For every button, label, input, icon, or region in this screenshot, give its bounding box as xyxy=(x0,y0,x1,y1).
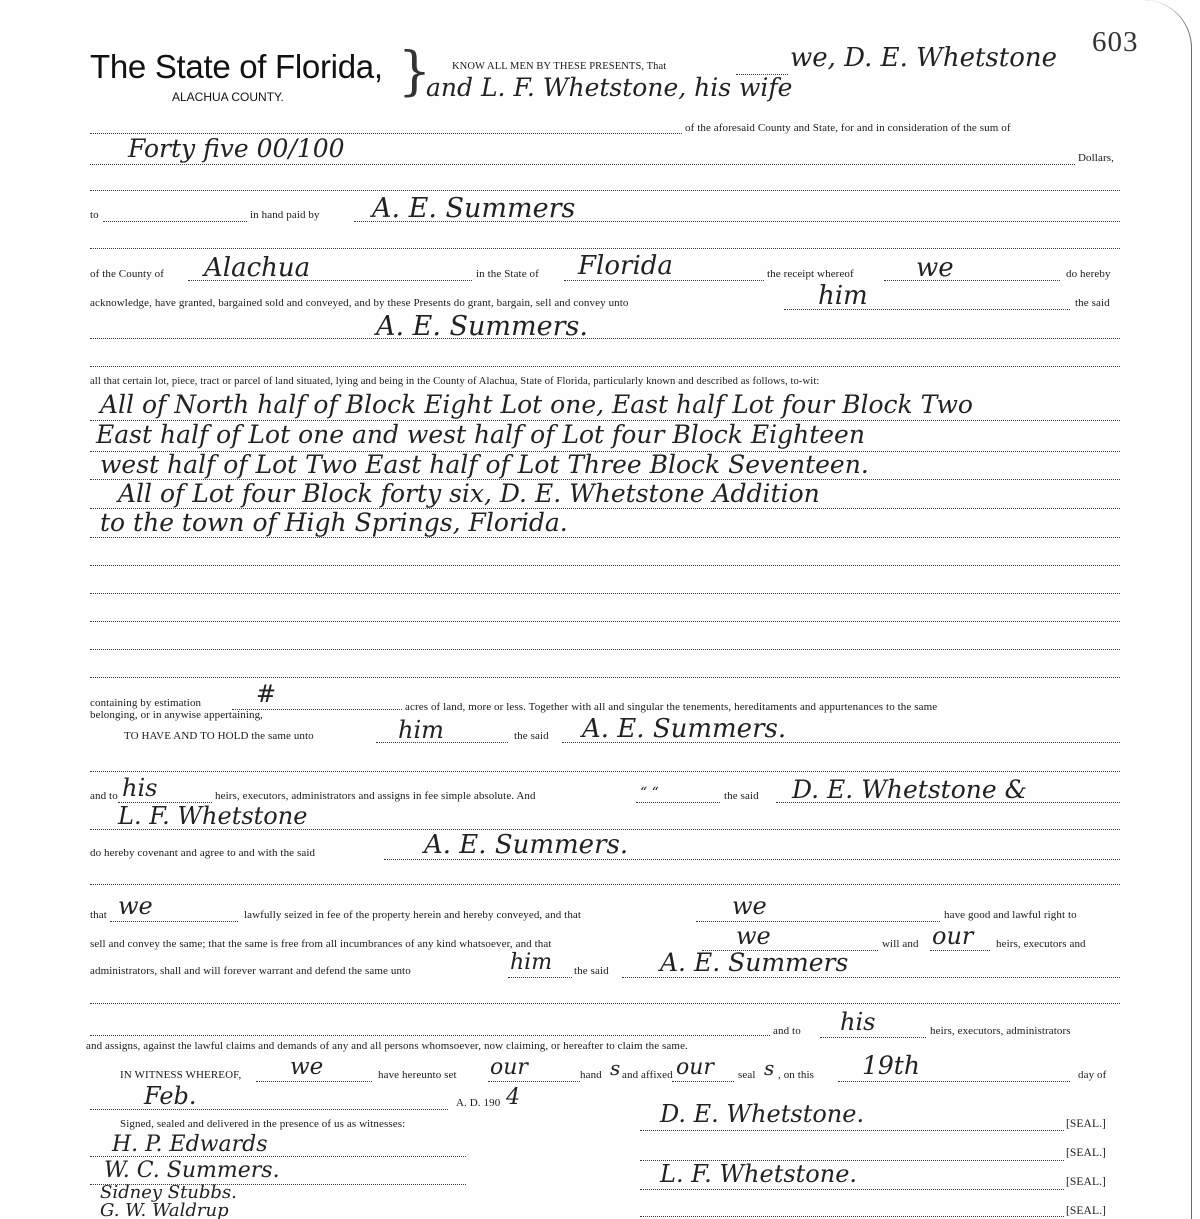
will-and-handwriting: our xyxy=(932,922,974,950)
signed-text: Signed, sealed and delivered in the presence of us as witnesses: xyxy=(120,1118,406,1130)
know-all-men-text: KNOW ALL MEN BY THESE PRESENTS, That xyxy=(452,61,667,72)
witness-1-handwriting: H. P. Edwards xyxy=(112,1132,268,1157)
page-edge xyxy=(1131,0,1192,1219)
line-signature-blank-2 xyxy=(640,1216,1064,1217)
have-hereunto-text: have hereunto set xyxy=(378,1069,457,1081)
day-handwriting: 19th xyxy=(862,1051,920,1080)
containing-text: containing by estimation xyxy=(90,697,202,709)
line-affixed-whose xyxy=(672,1081,734,1082)
covenant-handwriting: A. E. Summers. xyxy=(424,830,629,860)
and-that-who-handwriting: we xyxy=(732,892,767,920)
line-desc-7 xyxy=(90,593,1120,594)
do-hereby-text: do hereby xyxy=(1066,268,1111,280)
heirs-exec-text: heirs, executors and xyxy=(996,938,1086,950)
in-state-text: in the State of xyxy=(476,268,539,280)
and-to-text: and to xyxy=(90,790,118,802)
belonging-text: belonging, or in anywise appertaining, xyxy=(90,709,264,721)
and-affixed-text: and affixed xyxy=(622,1069,673,1081)
line-blank-3 xyxy=(90,366,1120,367)
the-said-text: the said xyxy=(1075,297,1110,309)
witness-text: IN WITNESS WHEREOF, xyxy=(120,1069,242,1081)
line-grantee xyxy=(90,338,1120,339)
to-text: to xyxy=(90,209,99,221)
county-handwriting: Alachua xyxy=(204,253,311,283)
signature-2: L. F. Whetstone. xyxy=(660,1160,858,1188)
heirs-of-2-handwriting: his xyxy=(840,1008,876,1036)
paid-by-handwriting: A. E. Summers xyxy=(372,193,576,224)
line-witness-1 xyxy=(90,1156,466,1157)
said-grantor-handwriting-2: L. F. Whetstone xyxy=(118,802,308,830)
said-grantor-handwriting: D. E. Whetstone & xyxy=(792,775,1027,804)
grantee-handwriting: A. E. Summers. xyxy=(376,311,588,342)
description-line-5: to the town of High Springs, Florida. xyxy=(100,508,568,537)
hand-text: hand xyxy=(580,1069,602,1081)
month-handwriting: Feb. xyxy=(144,1082,197,1110)
hold-unto-handwriting: him xyxy=(398,716,444,744)
seal-label-2: [SEAL.] xyxy=(1066,1147,1106,1159)
line-heirs-of-2 xyxy=(820,1037,926,1038)
line-desc-5 xyxy=(90,537,1120,538)
line-will-and xyxy=(930,950,990,951)
acknowledge-text: acknowledge, have granted, bargained sold and conveyed, and by these Presents do grant, bargain, sell and convey unto xyxy=(90,297,629,309)
the-said-text-2: the said xyxy=(514,730,549,742)
line-desc-10 xyxy=(90,677,1120,678)
seal-label-1: [SEAL.] xyxy=(1066,1118,1106,1130)
receipt-handwriting: we xyxy=(916,253,954,283)
will-and-text: will and xyxy=(882,938,919,950)
affixed-whose-handwriting: our xyxy=(676,1055,714,1080)
and-to-text-2: and to xyxy=(773,1025,801,1037)
line-blank-2 xyxy=(90,248,1120,249)
sell-convey-text: sell and convey the same; that the same is free from all incumbrances of any kind whatsoever, and that xyxy=(90,938,552,950)
assigns-claims-text: and assigns, against the lawful claims and demands of any and all persons whomsoever, now claiming, or hereafter to claim the same. xyxy=(86,1040,688,1052)
seals-plural-handwriting: s xyxy=(764,1056,775,1080)
the-said-text-4: the said xyxy=(574,965,609,977)
line-that-who xyxy=(110,921,238,922)
line-witness-whereof xyxy=(256,1081,372,1082)
line-blank-7 xyxy=(90,1003,1120,1004)
in-hand-text: in hand paid by xyxy=(250,209,320,221)
witness-4-handwriting: G. W. Waldrup xyxy=(100,1200,229,1219)
administrators-text: administrators, shall and will forever warrant and defend the same unto xyxy=(90,965,411,977)
good-lawful-text: have good and lawful right to xyxy=(944,909,1077,921)
line-day xyxy=(838,1081,1070,1082)
all-that-text: all that certain lot, piece, tract or parcel of land situated, lying and being in the County of Alachua, State of Florida, particularly known and described as follows, to-wit: xyxy=(90,376,820,387)
line-and-that-who xyxy=(696,921,940,922)
that-who-handwriting: we xyxy=(118,892,153,920)
that-who-2-handwriting: we xyxy=(736,922,771,950)
line-and xyxy=(636,802,720,803)
year-handwriting: 4 xyxy=(506,1085,520,1110)
line-to xyxy=(103,221,247,222)
convey-unto-handwriting: him xyxy=(818,281,868,311)
line-desc-8 xyxy=(90,621,1120,622)
hold-said-handwriting: A. E. Summers. xyxy=(582,714,787,744)
witness-2-handwriting: W. C. Summers. xyxy=(104,1158,280,1183)
state-handwriting: Florida xyxy=(578,251,673,281)
line-set-whose xyxy=(488,1081,580,1082)
line-blank-6 xyxy=(90,884,1120,885)
day-of-text: day of xyxy=(1078,1069,1107,1081)
dollars-text: Dollars, xyxy=(1078,152,1114,164)
grantors-handwriting-2: and L. F. Whetstone, his wife xyxy=(426,73,793,102)
the-said-text-3: the said xyxy=(724,790,759,802)
acres-handwriting: # xyxy=(256,680,277,708)
that-text: that xyxy=(90,909,107,921)
line-sum xyxy=(90,164,1075,165)
covenant-text: do hereby covenant and agree to and with the said xyxy=(90,847,316,859)
ditto-mark: “ “ xyxy=(640,785,659,801)
grantors-handwriting: we, D. E. Whetstone xyxy=(790,43,1058,73)
heirs-exec-adm-text: heirs, executors, administrators xyxy=(930,1025,1071,1037)
description-line-4: All of Lot four Block forty six, D. E. Whetstone Addition xyxy=(118,479,820,508)
seal-label-3: [SEAL.] xyxy=(1066,1176,1106,1188)
ad-text: A. D. 190 xyxy=(456,1097,501,1109)
line-before-and-to xyxy=(90,1035,770,1036)
seal-text: seal xyxy=(738,1069,756,1081)
aforesaid-text: of the aforesaid County and State, for and in consideration of the sum of xyxy=(685,122,1011,134)
line-defend-said xyxy=(622,977,1120,978)
line-blank-1 xyxy=(90,190,1120,191)
line-blank-4 xyxy=(90,771,1120,772)
document-title: The State of Florida, xyxy=(90,48,383,85)
heirs-of-handwriting: his xyxy=(122,774,158,802)
defend-unto-handwriting: him xyxy=(510,950,553,975)
set-whose-handwriting: our xyxy=(490,1055,528,1080)
lawfully-text: lawfully seized in fee of the property herein and hereby conveyed, and that xyxy=(244,909,582,921)
sum-handwriting: Forty five 00/100 xyxy=(128,134,345,163)
to-have-text: TO HAVE AND TO HOLD the same unto xyxy=(124,730,314,742)
line-signature-1 xyxy=(640,1130,1064,1131)
seal-label-4: [SEAL.] xyxy=(1066,1205,1106,1217)
line-receipt xyxy=(884,280,1060,281)
line-month xyxy=(90,1109,448,1110)
defend-said-handwriting: A. E. Summers xyxy=(660,948,849,977)
description-line-3: west half of Lot Two East half of Lot Three Block Seventeen. xyxy=(100,450,869,479)
description-line-1: All of North half of Block Eight Lot one, East half Lot four Block Two xyxy=(100,390,973,419)
signature-1: D. E. Whetstone. xyxy=(660,1100,865,1128)
line-desc-9 xyxy=(90,649,1120,650)
hands-plural-handwriting: s xyxy=(610,1056,621,1080)
acres-text: acres of land, more or less. Together with all and singular the tenements, hereditaments and appurtenances to the same xyxy=(405,701,938,713)
county-heading: ALACHUA COUNTY. xyxy=(172,90,284,104)
line-signature-2 xyxy=(640,1189,1064,1190)
heirs-fee-text: heirs, executors, administrators and assigns in fee simple absolute. And xyxy=(215,790,536,802)
witness-whereof-handwriting: we xyxy=(290,1054,324,1080)
of-county-text: of the County of xyxy=(90,268,165,280)
page-number: 603 xyxy=(1092,26,1139,58)
receipt-text: the receipt whereof xyxy=(767,268,854,280)
line-desc-6 xyxy=(90,565,1120,566)
witness-3-handwriting: Sidney Stubbs. xyxy=(100,1182,237,1203)
on-this-text: , on this xyxy=(778,1069,815,1081)
description-line-2: East half of Lot one and west half of Lot four Block Eighteen xyxy=(96,420,865,449)
brace-mark: } xyxy=(398,42,432,102)
line-defend-unto xyxy=(508,977,572,978)
